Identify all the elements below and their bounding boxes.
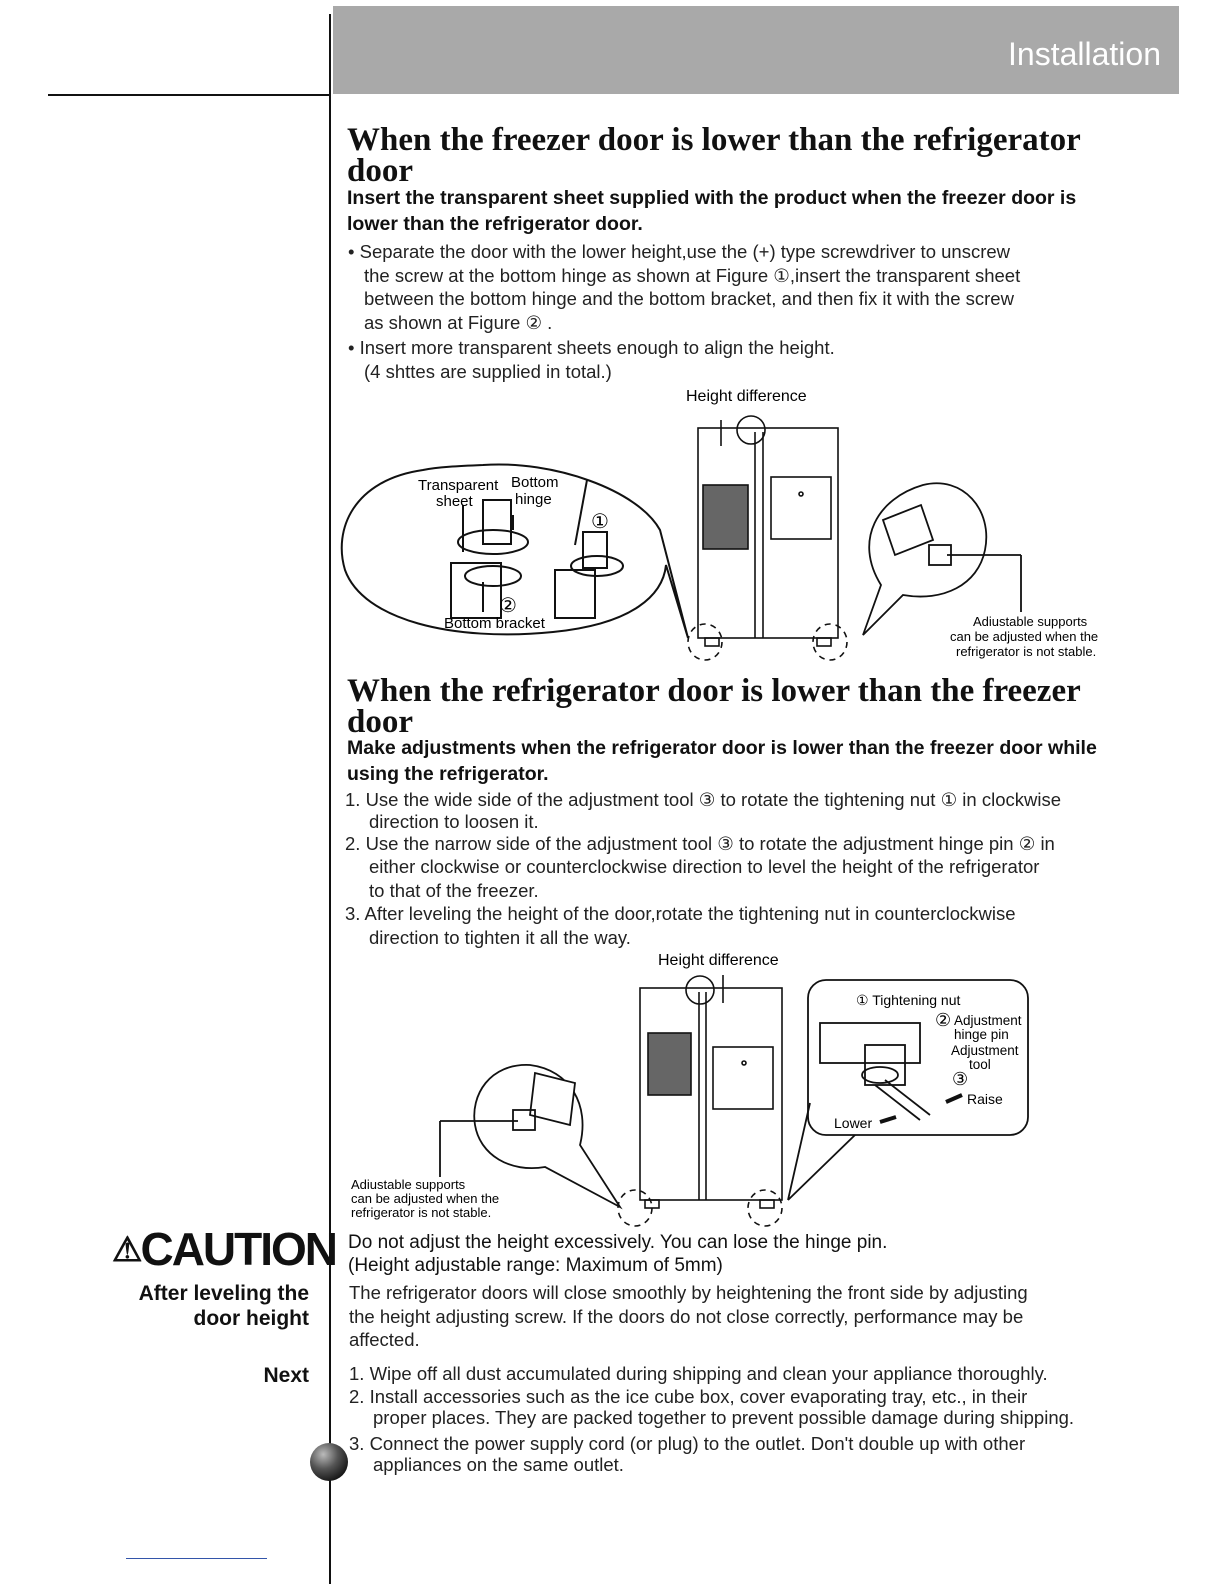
support-detail-callout-2 (440, 1065, 620, 1207)
section2-steps (345, 788, 1155, 949)
warning-icon: ⚠ (112, 1231, 141, 1269)
caution-heading (112, 1222, 336, 1276)
hinge-pin-label: hinge pin (954, 1027, 1009, 1042)
next-item2-line1: 2. Install accessories such as the ice cube box, cover evaporating tray, etc., in their (349, 1386, 1028, 1407)
caution-para-line1: The refrigerator doors will close smoothly by heightening the front side by adjusting (349, 1282, 1028, 1303)
figure-number-1: ① (591, 511, 609, 533)
section2-subtitle: Make adjustments when the refrigerator door is lower than the freezer door while using the refrigerator. (347, 737, 1097, 785)
page-marker-ball-icon (310, 1443, 348, 1481)
figure-number-2: ② (499, 595, 517, 617)
next-item2-line2: proper places. They are packed together to prevent possible damage during shipping. (373, 1407, 1075, 1428)
header-bar (333, 6, 1179, 94)
next-steps-list (349, 1362, 1149, 1475)
step1-line1: 1. Use the wide side of the adjustment tool ③ to rotate the tightening nut ① in clockwise (345, 789, 1062, 810)
bullet2-line2: (4 shttes are supplied in total.) (364, 360, 612, 382)
refrigerator-illustration (688, 416, 847, 660)
step1-line2: direction to loosen it. (369, 810, 539, 832)
bullet1-line4: as shown at Figure ② . (364, 311, 553, 333)
adj-support-line3-2: refrigerator is not stable. (351, 1205, 492, 1220)
support-detail-callout (863, 483, 1021, 635)
bottom-label: Bottom (511, 474, 559, 491)
raise-arrow-icon (946, 1095, 962, 1102)
caution-paragraph (349, 1281, 1139, 1352)
refrigerator-illustration-2 (618, 975, 782, 1226)
lower-label: Lower (834, 1115, 873, 1131)
next-item1: 1. Wipe off all dust accumulated during shipping and clean your appliance thoroughly. (349, 1363, 1048, 1384)
next-item3-line1: 3. Connect the power supply cord (or plug) to the outlet. Don't double up with other (349, 1433, 1026, 1454)
adj-support-line1-2: Adiustable supports (351, 1177, 466, 1192)
hinge-label: hinge (515, 491, 552, 508)
after-leveling-label: After leveling the door height (138, 1282, 309, 1330)
bullet1-line1: • Separate the door with the lower height,use the (+) type screwdriver to unscrew (348, 241, 1011, 262)
horizontal-divider (48, 94, 330, 96)
next-label: Next (263, 1364, 309, 1387)
section1-body (348, 240, 1138, 383)
figure-number-2b: ② (935, 1010, 952, 1030)
caution-label: CAUTION (140, 1223, 337, 1275)
adj-support-line3: refrigerator is not stable. (956, 644, 1097, 659)
step2-line1: 2. Use the narrow side of the adjustment tool ③ to rotate the adjustment hinge pin ② in (345, 832, 1055, 854)
step2-line3: to that of the freezer. (369, 879, 539, 901)
section1-subtitle: Insert the transparent sheet supplied with the product when the freezer door is lower than the refrigerator door. (347, 187, 1077, 235)
caution-text (348, 1231, 887, 1277)
transparent-label: Transparent (418, 477, 499, 494)
section2-title: When the refrigerator door is lower than the freezer door (347, 673, 1081, 740)
step2-line2: either clockwise or counterclockwise direction to level the height of the refrigerator (369, 856, 1040, 877)
page-title: Installation (1008, 36, 1161, 72)
adjustment-tool-label: Adjustment (951, 1043, 1019, 1058)
section1-title: When the freezer door is lower than the refrigerator door (347, 122, 1081, 189)
raise-label: Raise (967, 1091, 1003, 1107)
next-item3-line2: appliances on the same outlet. (373, 1454, 624, 1475)
adj-support-line2-2: can be adjusted when the (351, 1191, 500, 1206)
step3-line2: direction to tighten it all the way. (369, 926, 631, 948)
caution-line2: (Height adjustable range: Maximum of 5mm) (348, 1255, 723, 1276)
figure-refrigerator-lower (340, 945, 1040, 1230)
figure-number-3: ③ (952, 1069, 969, 1089)
figure-freezer-lower (333, 380, 1133, 670)
tightening-nut-label: ① Tightening nut (856, 992, 961, 1008)
bullet2-line1: • Insert more transparent sheets enough to align the height. (348, 337, 835, 358)
lower-arrow-icon (880, 1117, 896, 1122)
tool-label: tool (969, 1057, 991, 1072)
bottom-bracket-label: Bottom bracket (444, 615, 545, 632)
height-difference-label: Height difference (686, 388, 807, 405)
caution-line1: Do not adjust the height excessively. You can lose the hinge pin. (348, 1232, 888, 1253)
step3-line1: 3. After leveling the height of the door,rotate the tightening nut in counterclockwise (345, 903, 1016, 924)
caution-para-line2: the height adjusting screw. If the doors do not close correctly, performance may be (349, 1305, 1024, 1327)
sheet-label: sheet (436, 493, 473, 510)
height-difference-label-2: Height difference (658, 952, 779, 969)
adjustment-label: Adjustment (954, 1013, 1022, 1028)
adj-support-line1: Adiustable supports (973, 614, 1088, 629)
bullet1-line2: the screw at the bottom hinge as shown at Figure ①,insert the transparent sheet (364, 264, 1021, 286)
footer-line (126, 1558, 267, 1559)
adj-support-line2: can be adjusted when the (950, 629, 1099, 644)
caution-para-line3: affected. (349, 1329, 420, 1350)
bullet1-line3: between the bottom hinge and the bottom bracket, and then fix it with the screw (364, 288, 1014, 309)
vertical-divider (329, 14, 331, 1584)
